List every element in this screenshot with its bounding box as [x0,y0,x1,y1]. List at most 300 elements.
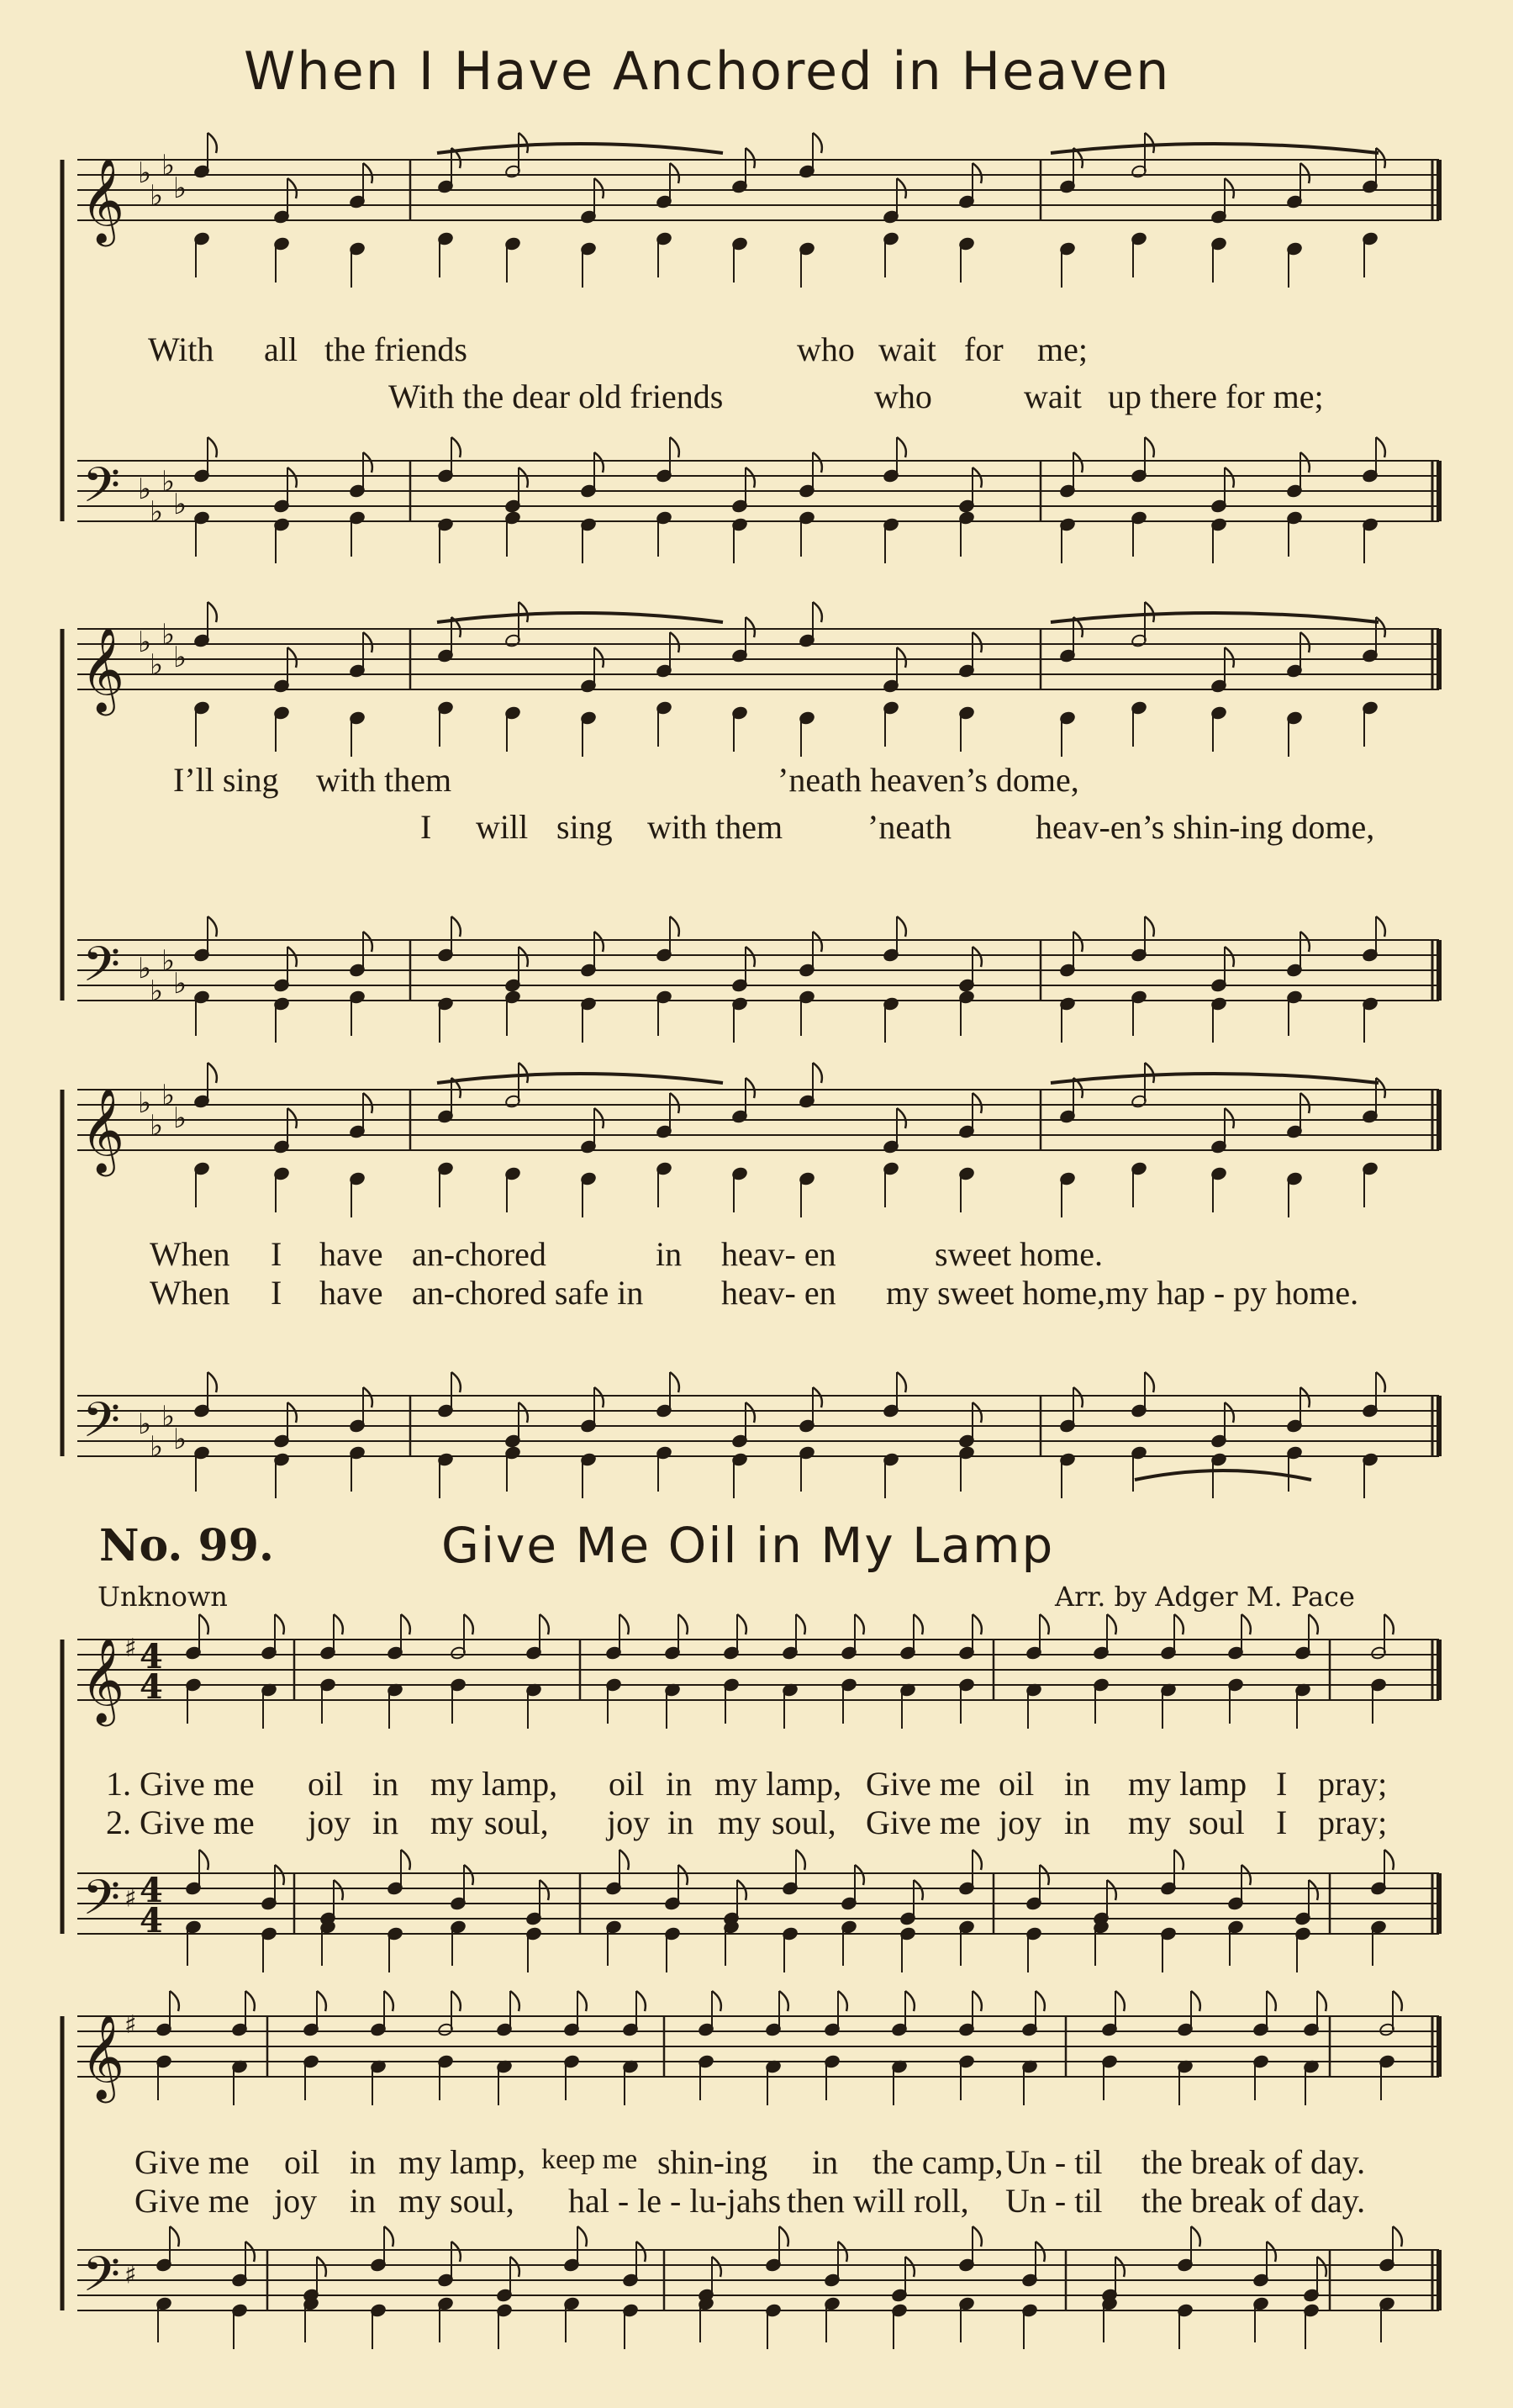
lyric-word: Un - til [1005,2182,1103,2220]
note-flag [1300,452,1310,473]
note-flag [1107,1880,1116,1900]
note-flag [208,602,217,622]
note-flag [363,1387,372,1407]
lyric-word: my lamp, [398,2143,526,2181]
note-flag [897,916,906,937]
note-flag [897,1372,906,1392]
time-signature-bottom: 4 [140,1667,163,1707]
lyric-word: ’neath heaven’s dome, [778,761,1079,799]
note-flag [619,1614,629,1634]
lyric-word: Un - til [1005,2143,1103,2181]
note-flag [401,1850,410,1870]
note-flag [746,148,755,168]
lyric-word: I [420,808,432,846]
note-flag [813,452,822,473]
lyric-word: When [150,1274,230,1312]
flat-sign: ♭ [161,1400,176,1434]
lyric-word: With the dear old friends [388,378,724,415]
note-flag [451,437,461,457]
note-flag [594,452,604,473]
note-flag [208,437,217,457]
note-flag [1376,437,1385,457]
flat-sign: ♭ [150,495,164,529]
note-flag [973,163,982,183]
bass-clef: 𝄢 [82,2246,121,2315]
note-flag [1174,1850,1184,1870]
lyric-word: who [874,378,932,415]
note-flag [170,1991,179,2011]
note-flag [973,1402,982,1423]
flat-sign: ♭ [138,156,152,190]
note-flag [1376,916,1385,937]
bass-clef: 𝄢 [82,1869,121,1938]
note-flag [897,1108,906,1128]
note-flag [1242,1865,1251,1885]
note-flag [973,1093,982,1113]
lyric-word: oil [284,2143,320,2181]
note-flag [855,1865,864,1885]
note-flag [451,2242,461,2262]
note-flag [170,2226,179,2247]
note-flag [855,1614,864,1634]
slur [437,1074,723,1083]
hymn-number: No. 99. [99,1520,274,1571]
note-flag [594,1387,604,1407]
treble-clef: 𝄞 [81,156,125,243]
note-flag [363,163,372,183]
note-flag [594,647,604,668]
note-flag [1393,1991,1402,2011]
note-flag [1393,2226,1402,2247]
note-flag [678,1614,688,1634]
note-flag [510,2257,519,2277]
lyric-word: my lamp [1128,1765,1247,1803]
note-flag [746,1402,755,1423]
lyric-word: me; [1037,330,1088,368]
note-flag [746,617,755,637]
note-flag [577,1991,587,2011]
note-flag [897,647,906,668]
note-flag [287,467,297,488]
note-flag [779,2226,788,2247]
note-flag [796,1850,805,1870]
flat-sign: ♭ [161,944,176,978]
note-flag [1073,932,1083,952]
lyric-word: I’ll sing [173,761,279,799]
note-flag [914,1614,923,1634]
treble-clef: 𝄞 [81,1636,125,1723]
note-flag [519,947,528,967]
note-flag [1107,1614,1116,1634]
lyric-word: in [667,1803,694,1841]
lyric-word: for [964,330,1004,368]
flat-sign: ♭ [150,648,164,682]
lyric-word: When [150,1235,230,1273]
treble-clef: 𝄞 [81,2013,125,2099]
lyric-word: wait [878,330,936,368]
note-flag [594,178,604,198]
flat-sign: ♭ [161,149,176,182]
note-flag [1145,437,1154,457]
slur [437,144,723,153]
flat-sign: ♭ [161,1079,176,1112]
lyric-word: the friends [324,330,467,368]
treble-clef: 𝄞 [81,1086,125,1173]
lyric-word: in [1064,1803,1091,1841]
lyric-word: all [264,330,298,368]
note-flag [594,932,604,952]
note-flag [519,133,528,153]
lyric-word: joy [308,1803,351,1841]
note-flag [1300,932,1310,952]
note-flag [973,1614,982,1634]
flat-sign: ♭ [138,952,152,985]
flat-sign: ♭ [173,1101,187,1135]
note-flag [813,602,822,622]
lyric-word: joy [999,1803,1042,1841]
note-flag [1225,1108,1234,1128]
note-flag [519,1402,528,1423]
lyric-word: pray; [1318,1803,1388,1841]
lyric-word: with them [316,761,452,799]
note-flag [451,1991,461,2011]
note-flag [1300,1387,1310,1407]
lyric-word: Give me [866,1765,981,1803]
note-flag [363,632,372,652]
note-flag [1040,1865,1049,1885]
lyric-word: my soul, [398,2182,514,2220]
note-flag [1145,916,1154,937]
note-flag [1267,1991,1276,2011]
note-flag [363,452,372,473]
lyric-word: soul [1189,1803,1245,1841]
lyric-word: hal - le - lu-jahs [568,2182,782,2220]
bass-clef: 𝄢 [82,1391,121,1460]
note-flag [1300,163,1310,183]
note-flag [287,1108,297,1128]
lyric-word: in [812,2143,839,2181]
lyric-word: pray; [1318,1765,1388,1803]
bass-clef: 𝄢 [82,457,121,525]
note-flag [1036,1991,1045,2011]
lyric-word: my sweet home,my hap - py home. [886,1274,1359,1312]
note-flag [813,1387,822,1407]
lyric-word: my [430,1803,474,1841]
flat-sign: ♭ [150,1430,164,1464]
note-flag [1145,1063,1154,1083]
sharp-sign: ♯ [124,2260,137,2290]
note-flag [401,1614,410,1634]
note-flag [1115,1991,1125,2011]
lyric-word: the camp, [872,2143,1004,2181]
note-flag [1073,1387,1083,1407]
flat-sign: ♭ [173,488,187,521]
note-flag [670,437,679,457]
note-flag [1376,1078,1385,1098]
lyric-word: my lamp, [714,1765,842,1803]
lyric-word: have [319,1274,383,1312]
bass-clef: 𝄢 [82,936,121,1005]
note-flag [519,467,528,488]
note-flag [779,1991,788,2011]
note-flag [275,1614,284,1634]
note-flag [334,1880,343,1900]
lyric-word: in [372,1803,399,1841]
note-flag [905,1991,915,2011]
lyric-word: keep me [541,2144,638,2175]
note-flag [838,2242,847,2262]
flat-sign: ♭ [138,1407,152,1441]
note-flag [1317,1991,1326,2011]
flat-sign: ♭ [138,626,152,659]
note-flag [287,178,297,198]
slur [1051,613,1379,622]
note-flag [451,1372,461,1392]
note-flag [1267,2242,1276,2262]
lyric-word: Give me [866,1803,981,1841]
flat-sign: ♭ [150,179,164,213]
lyric-word: in [666,1765,693,1803]
song-title: When I Have Anchored in Heaven [244,40,1171,102]
lyric-word: with them [647,808,783,846]
note-flag [1309,1614,1318,1634]
slur [1051,144,1379,153]
note-flag [796,1614,805,1634]
slur [437,613,723,622]
note-flag [1191,2226,1200,2247]
treble-clef: 𝄞 [81,626,125,712]
note-flag [1376,617,1385,637]
note-flag [813,932,822,952]
note-flag [1036,2242,1045,2262]
note-flag [619,1850,629,1870]
lyric-word: sing [556,808,613,846]
note-flag [1145,1372,1154,1392]
note-flag [1300,1093,1310,1113]
note-flag [973,2226,982,2247]
note-flag [208,1063,217,1083]
note-flag [1174,1614,1184,1634]
note-flag [1384,1614,1394,1634]
time-signature-bottom: 4 [140,1901,163,1941]
flat-sign: ♭ [138,473,152,506]
note-flag [208,1372,217,1392]
lyric-word: an-chored safe in [412,1274,644,1312]
note-flag [1145,133,1154,153]
slur [1135,1471,1311,1480]
lyric-word: have [319,1235,383,1273]
note-flag [1225,178,1234,198]
lyric-word: I [271,1274,282,1312]
lyric-word: my [718,1803,762,1841]
lyric-word: Give me [134,2143,250,2181]
lyric-word: my lamp, [430,1765,558,1803]
note-flag [712,1991,721,2011]
note-flag [1376,148,1385,168]
note-flag [1225,1402,1234,1423]
note-flag [384,1991,393,2011]
note-flag [1242,1614,1251,1634]
lyric-word: I [1276,1803,1288,1841]
lyric-word: oil [308,1765,344,1803]
note-flag [973,632,982,652]
note-flag [384,2226,393,2247]
lyric-word: in [1064,1765,1091,1803]
lyric-word: soul, [484,1803,549,1841]
lyric-word: an-chored [412,1235,546,1273]
lyric-word: wait [1024,378,1082,415]
lyric-word: in [372,1765,399,1803]
flat-sign: ♭ [150,974,164,1008]
note-flag [746,467,755,488]
note-flag [973,1850,982,1870]
note-flag [914,1880,923,1900]
lyric-word: shin-ing [657,2143,768,2181]
flat-sign: ♭ [161,618,176,652]
note-flag [1384,1850,1394,1870]
note-flag [636,2242,646,2262]
note-flag [464,1865,473,1885]
note-flag [208,133,217,153]
lyric-word: the break of day. [1141,2182,1366,2220]
song-title: Give Me Oil in My Lamp [441,1517,1055,1574]
note-flag [245,1991,255,2011]
lyric-word: 2. Give me [106,1803,255,1841]
note-flag [363,1093,372,1113]
note-flag [1225,947,1234,967]
note-flag [1309,1880,1318,1900]
note-flag [1145,602,1154,622]
lyric-word: heav- en [721,1235,836,1273]
note-flag [464,1614,473,1634]
lyric-word: I [1276,1765,1288,1803]
note-flag [1225,467,1234,488]
lyric-word: who [797,330,855,368]
note-flag [670,916,679,937]
flat-sign: ♭ [173,641,187,674]
note-flag [519,1063,528,1083]
note-flag [636,1991,646,2011]
note-flag [905,2257,915,2277]
flat-sign: ♭ [173,967,187,1001]
note-flag [1317,2257,1326,2277]
lyric-word: joy [607,1803,651,1841]
note-flag [317,1991,326,2011]
note-flag [897,437,906,457]
lyric-word: oil [609,1765,645,1803]
note-flag [577,2226,587,2247]
sharp-sign: ♯ [124,1883,137,1914]
lyric-word: soul, [772,1803,836,1841]
lyric-word: heav-en’s shin-ing dome, [1036,808,1375,846]
time-signature-top: 4 [140,1871,163,1910]
note-flag [245,2242,255,2262]
flat-sign: ♭ [150,1109,164,1143]
note-flag [670,163,679,183]
note-flag [746,1078,755,1098]
note-flag [287,1402,297,1423]
lyric-word: sweet home. [935,1235,1103,1273]
note-flag [275,1865,284,1885]
lyric-word: my [1128,1803,1172,1841]
lyric-word: in [656,1235,683,1273]
arranger-credit: Arr. by Adger M. Pace [1055,1581,1355,1613]
lyric-word: ’neath [867,808,952,846]
note-flag [897,178,906,198]
note-flag [594,1108,604,1128]
note-flag [670,1372,679,1392]
time-signature-top: 4 [140,1637,163,1677]
note-flag [199,1850,208,1870]
lyric-word: oil [999,1765,1035,1803]
note-flag [540,1880,549,1900]
lyric-word: then will roll, [787,2182,969,2220]
note-flag [1040,1614,1049,1634]
flat-sign: ♭ [173,1423,187,1456]
note-flag [678,1865,688,1885]
note-flag [670,632,679,652]
note-flag [1300,632,1310,652]
note-flag [737,1614,746,1634]
note-flag [712,2257,721,2277]
note-flag [1225,647,1234,668]
note-flag [1191,1991,1200,2011]
lyric-word: will [476,808,529,846]
note-flag [510,1991,519,2011]
flat-sign: ♭ [138,1086,152,1120]
lyric-word: the break of day. [1141,2143,1366,2181]
lyric-word: I [271,1235,282,1273]
note-flag [670,1093,679,1113]
note-flag [813,1063,822,1083]
note-flag [208,916,217,937]
note-flag [838,1991,847,2011]
note-flag [363,932,372,952]
note-flag [1073,452,1083,473]
flat-sign: ♭ [161,465,176,499]
note-flag [540,1614,549,1634]
note-flag [813,133,822,153]
lyric-word: up there for me; [1108,378,1324,415]
lyric-word: heav- en [721,1274,836,1312]
slur [1051,1074,1379,1083]
note-flag [737,1880,746,1900]
note-flag [317,2257,326,2277]
note-flag [1376,1372,1385,1392]
note-flag [287,947,297,967]
note-flag [973,947,982,967]
note-flag [519,602,528,622]
lyric-word: Give me [134,2182,250,2220]
note-flag [287,647,297,668]
lyric-word: joy [274,2182,318,2220]
sharp-sign: ♯ [124,1633,137,1663]
note-flag [451,916,461,937]
lyric-word: 1. Give me [106,1765,255,1803]
note-flag [1115,2257,1125,2277]
note-flag [746,947,755,967]
lyric-word: With [148,330,214,368]
note-flag [973,467,982,488]
note-flag [334,1614,343,1634]
author-credit: Unknown [98,1581,228,1613]
lyric-word: in [350,2143,377,2181]
note-flag [199,1614,208,1634]
lyric-word: in [350,2182,377,2220]
note-flag [973,1991,982,2011]
sharp-sign: ♯ [124,2009,137,2040]
flat-sign: ♭ [173,172,187,205]
